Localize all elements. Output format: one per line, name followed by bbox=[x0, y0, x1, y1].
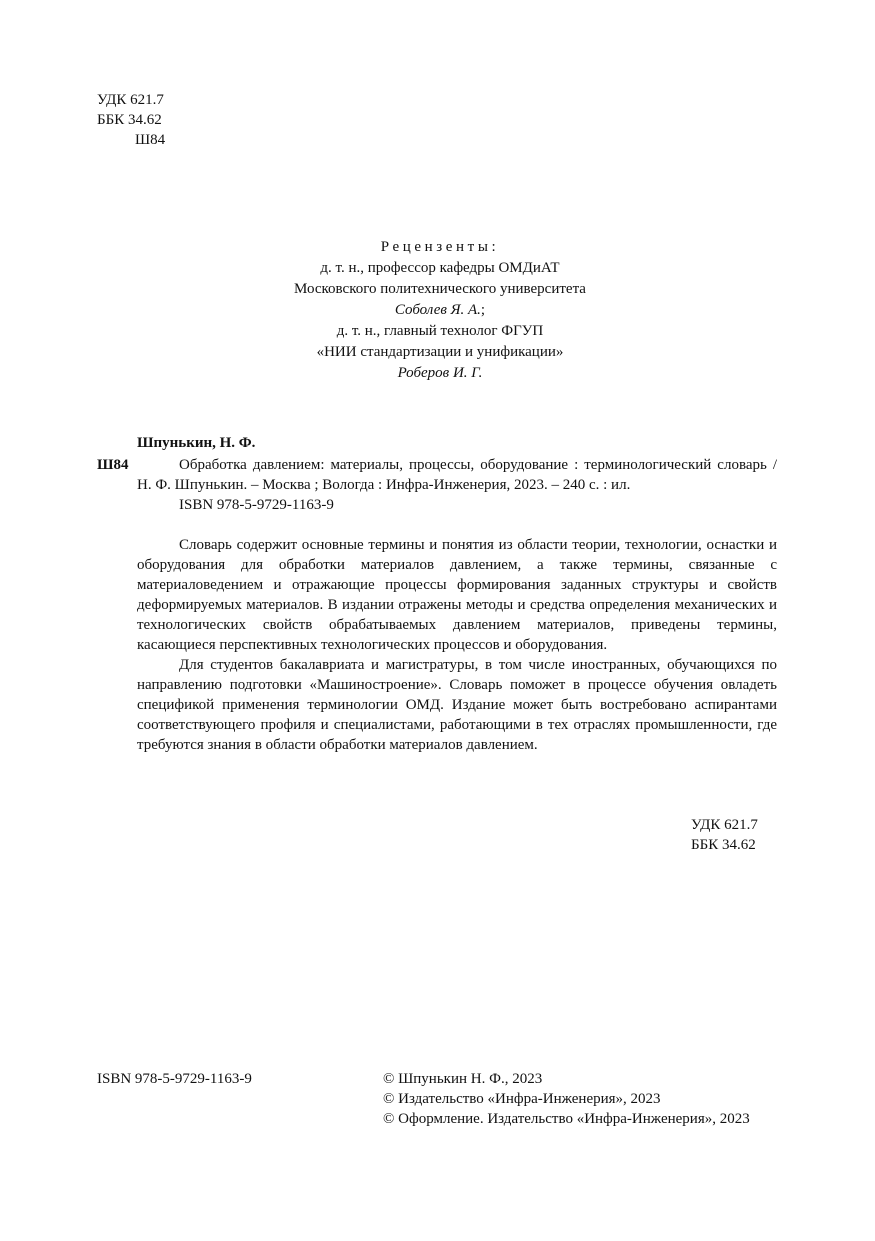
classification-codes bbox=[97, 90, 165, 150]
reviewers-heading: Рецензенты: bbox=[380, 239, 500, 255]
classification-codes-bottom bbox=[691, 815, 758, 855]
bibliography-author: Шпунькин, Н. Ф. bbox=[137, 435, 256, 451]
reviewers-block bbox=[180, 237, 700, 384]
bibliography-description: Обработка давлением: материалы, процессы, оборудование : терминологический словарь / Н. Ф. Шпунькин. – Москва ; Вологда : Инфра-Инженерия, 2023. – 240 с. : ил. bbox=[137, 457, 777, 493]
annotation-paragraph-1: Словарь содержит основные термины и понятия из области теории, технологии, оснастки и оборудования для обработки материалов давлением, а также термины, связанные с материаловедением и отражающие процессы формирования заданных структуры и свойств деформируемых материалов. В издании отражены методы и средства определения механических и технологических свойств обрабатываемых давлением материалов, приведены термины, касающиеся перспективных технологических процессов и оборудования. bbox=[137, 537, 777, 653]
reviewer-2-organization: «НИИ стандартизации и унификации» bbox=[316, 344, 564, 360]
bibliography-isbn: ISBN 978-5-9729-1163-9 bbox=[179, 497, 334, 513]
reviewer-2-name: Роберов И. Г. bbox=[397, 365, 483, 381]
annotation-paragraph-2: Для студентов бакалавриата и магистратуры, в том числе иностранных, обучающихся по направлению подготовки «Машиностроение». Словарь поможет в процессе обучения овладеть спецификой применения терминологии ОМД. Издание может быть востребовано аспирантами соответствующего профиля и специалистами, работающими в тех отраслях промышленности, где требуются знания в области обработки материалов давлением. bbox=[137, 657, 777, 753]
bbk-code-bottom: ББК 34.62 bbox=[691, 837, 756, 853]
annotation bbox=[137, 535, 777, 755]
reviewer-separator: ; bbox=[480, 302, 486, 318]
reviewer-2-position: д. т. н., главный технолог ФГУП bbox=[336, 323, 544, 339]
reviewer-1-name: Соболев Я. А. bbox=[394, 302, 481, 318]
copyright-author: © Шпунькин Н. Ф., 2023 bbox=[383, 1071, 543, 1087]
copyright-design: © Оформление. Издательство «Инфра-Инженерия», 2023 bbox=[383, 1111, 750, 1127]
footer-isbn: ISBN 978-5-9729-1163-9 bbox=[97, 1071, 252, 1087]
reviewer-1-position: д. т. н., профессор кафедры ОМДиАТ bbox=[320, 260, 560, 276]
catalog-mark: Ш84 bbox=[97, 457, 129, 473]
bbk-code: ББК 34.62 bbox=[97, 112, 162, 128]
reviewer-1-organization: Московского политехнического университета bbox=[294, 281, 586, 297]
reviewer-1-name-line bbox=[180, 300, 700, 321]
copyright-publisher: © Издательство «Инфра-Инженерия», 2023 bbox=[383, 1091, 661, 1107]
bibliography-record bbox=[137, 455, 777, 515]
copyright-block bbox=[383, 1069, 750, 1129]
udk-code-bottom: УДК 621.7 bbox=[691, 817, 758, 833]
author-sign: Ш84 bbox=[135, 132, 166, 148]
udk-code: УДК 621.7 bbox=[97, 92, 164, 108]
